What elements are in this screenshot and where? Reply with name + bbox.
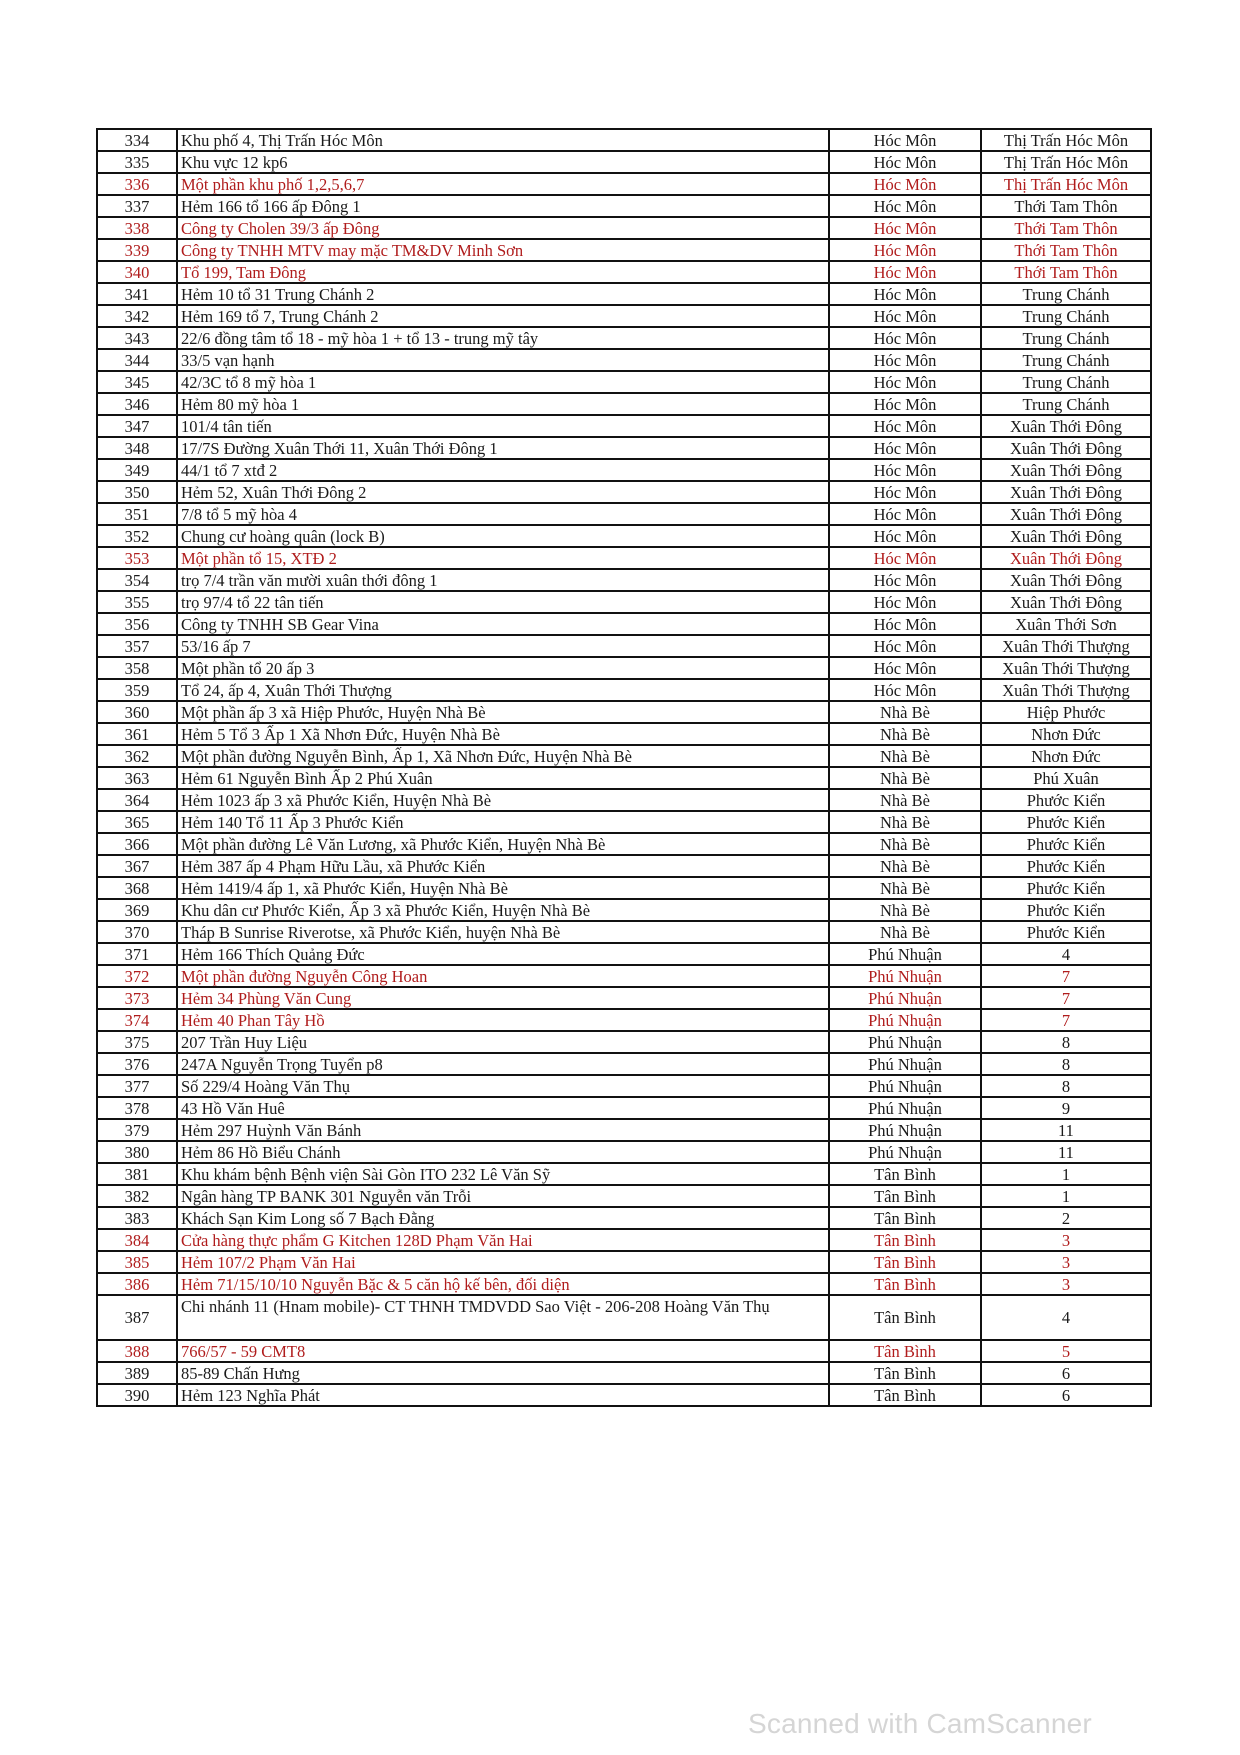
ward-cell: Xuân Thới Đông bbox=[981, 437, 1151, 459]
ward-cell: Xuân Thới Đông bbox=[981, 481, 1151, 503]
address-cell: Hẻm 166 Thích Quảng Đức bbox=[177, 943, 829, 965]
district-cell: Hóc Môn bbox=[829, 151, 981, 173]
ward-cell: 3 bbox=[981, 1251, 1151, 1273]
address-cell: Hẻm 40 Phan Tây Hồ bbox=[177, 1009, 829, 1031]
district-cell: Nhà Bè bbox=[829, 833, 981, 855]
row-number: 369 bbox=[97, 899, 177, 921]
row-number: 372 bbox=[97, 965, 177, 987]
district-cell: Nhà Bè bbox=[829, 855, 981, 877]
address-cell: Chung cư hoàng quân (lock B) bbox=[177, 525, 829, 547]
district-cell: Phú Nhuận bbox=[829, 1097, 981, 1119]
table-row bbox=[97, 217, 1151, 239]
address-cell: Hẻm 61 Nguyễn Bình Ấp 2 Phú Xuân bbox=[177, 767, 829, 789]
row-number: 376 bbox=[97, 1053, 177, 1075]
ward-cell: 1 bbox=[981, 1185, 1151, 1207]
table-row bbox=[97, 701, 1151, 723]
ward-cell: Xuân Thới Đông bbox=[981, 569, 1151, 591]
table-row bbox=[97, 569, 1151, 591]
ward-cell: 6 bbox=[981, 1362, 1151, 1384]
table-row bbox=[97, 987, 1151, 1009]
address-cell: Một phần khu phố 1,2,5,6,7 bbox=[177, 173, 829, 195]
address-cell: 17/7S Đường Xuân Thới 11, Xuân Thới Đông 1 bbox=[177, 437, 829, 459]
row-number: 375 bbox=[97, 1031, 177, 1053]
row-number: 387 bbox=[97, 1295, 177, 1340]
address-cell: trọ 7/4 trần văn mười xuân thới đông 1 bbox=[177, 569, 829, 591]
address-cell: 766/57 - 59 CMT8 bbox=[177, 1340, 829, 1362]
ward-cell: 8 bbox=[981, 1053, 1151, 1075]
address-cell: Một phần đường Nguyễn Công Hoan bbox=[177, 965, 829, 987]
table-row bbox=[97, 1141, 1151, 1163]
row-number: 348 bbox=[97, 437, 177, 459]
address-cell: 42/3C tổ 8 mỹ hòa 1 bbox=[177, 371, 829, 393]
district-cell: Hóc Môn bbox=[829, 459, 981, 481]
district-cell: Hóc Môn bbox=[829, 327, 981, 349]
ward-cell: 2 bbox=[981, 1207, 1151, 1229]
district-cell: Phú Nhuận bbox=[829, 1141, 981, 1163]
district-cell: Nhà Bè bbox=[829, 767, 981, 789]
table-row bbox=[97, 1295, 1151, 1340]
row-number: 337 bbox=[97, 195, 177, 217]
ward-cell: Xuân Thới Thượng bbox=[981, 657, 1151, 679]
ward-cell: Trung Chánh bbox=[981, 305, 1151, 327]
district-cell: Nhà Bè bbox=[829, 877, 981, 899]
row-number: 359 bbox=[97, 679, 177, 701]
address-cell: 101/4 tân tiến bbox=[177, 415, 829, 437]
table-row bbox=[97, 635, 1151, 657]
ward-cell: Thị Trấn Hóc Môn bbox=[981, 151, 1151, 173]
row-number: 355 bbox=[97, 591, 177, 613]
row-number: 371 bbox=[97, 943, 177, 965]
address-cell: Hẻm 80 mỹ hòa 1 bbox=[177, 393, 829, 415]
address-cell: Hẻm 123 Nghĩa Phát bbox=[177, 1384, 829, 1406]
table-row bbox=[97, 547, 1151, 569]
district-cell: Phú Nhuận bbox=[829, 1119, 981, 1141]
table-row bbox=[97, 503, 1151, 525]
ward-cell: Thị Trấn Hóc Môn bbox=[981, 173, 1151, 195]
row-number: 382 bbox=[97, 1185, 177, 1207]
table-row bbox=[97, 811, 1151, 833]
table-row bbox=[97, 327, 1151, 349]
address-cell: 43 Hồ Văn Huê bbox=[177, 1097, 829, 1119]
row-number: 342 bbox=[97, 305, 177, 327]
table-row bbox=[97, 173, 1151, 195]
district-cell: Hóc Môn bbox=[829, 371, 981, 393]
address-cell: Tổ 24, ấp 4, Xuân Thới Thượng bbox=[177, 679, 829, 701]
ward-cell: 8 bbox=[981, 1075, 1151, 1097]
district-cell: Hóc Môn bbox=[829, 173, 981, 195]
row-number: 346 bbox=[97, 393, 177, 415]
row-number: 353 bbox=[97, 547, 177, 569]
address-cell: Hẻm 169 tổ 7, Trung Chánh 2 bbox=[177, 305, 829, 327]
table-row bbox=[97, 591, 1151, 613]
address-cell: Khách Sạn Kim Long số 7 Bạch Đằng bbox=[177, 1207, 829, 1229]
table-row bbox=[97, 1251, 1151, 1273]
table-row bbox=[97, 1075, 1151, 1097]
ward-cell: Xuân Thới Thượng bbox=[981, 679, 1151, 701]
ward-cell: Thới Tam Thôn bbox=[981, 261, 1151, 283]
address-cell: trọ 97/4 tổ 22 tân tiến bbox=[177, 591, 829, 613]
district-cell: Nhà Bè bbox=[829, 701, 981, 723]
address-cell: Chi nhánh 11 (Hnam mobile)- CT THNH TMDVDD Sao Việt - 206-208 Hoàng Văn Thụ bbox=[177, 1295, 829, 1340]
table-row bbox=[97, 151, 1151, 173]
row-number: 360 bbox=[97, 701, 177, 723]
row-number: 334 bbox=[97, 129, 177, 151]
table-row bbox=[97, 415, 1151, 437]
row-number: 361 bbox=[97, 723, 177, 745]
row-number: 389 bbox=[97, 1362, 177, 1384]
district-cell: Tân Bình bbox=[829, 1229, 981, 1251]
row-number: 379 bbox=[97, 1119, 177, 1141]
row-number: 381 bbox=[97, 1163, 177, 1185]
ward-cell: Xuân Thới Đông bbox=[981, 547, 1151, 569]
ward-cell: Nhơn Đức bbox=[981, 745, 1151, 767]
table-row bbox=[97, 1119, 1151, 1141]
row-number: 364 bbox=[97, 789, 177, 811]
district-cell: Hóc Môn bbox=[829, 591, 981, 613]
table-row bbox=[97, 1273, 1151, 1295]
row-number: 335 bbox=[97, 151, 177, 173]
address-cell: Công ty TNHH MTV may mặc TM&DV Minh Sơn bbox=[177, 239, 829, 261]
address-cell: 7/8 tổ 5 mỹ hòa 4 bbox=[177, 503, 829, 525]
watermark: Scanned with CamScanner bbox=[748, 1708, 1092, 1739]
table-row bbox=[97, 767, 1151, 789]
table-row bbox=[97, 305, 1151, 327]
address-cell: Hẻm 10 tổ 31 Trung Chánh 2 bbox=[177, 283, 829, 305]
address-cell: Công ty Cholen 39/3 ấp Đông bbox=[177, 217, 829, 239]
ward-cell: 9 bbox=[981, 1097, 1151, 1119]
row-number: 374 bbox=[97, 1009, 177, 1031]
ward-cell: Hiệp Phước bbox=[981, 701, 1151, 723]
district-cell: Tân Bình bbox=[829, 1163, 981, 1185]
table-row bbox=[97, 723, 1151, 745]
district-cell: Hóc Môn bbox=[829, 613, 981, 635]
ward-cell: Thới Tam Thôn bbox=[981, 239, 1151, 261]
district-cell: Hóc Môn bbox=[829, 393, 981, 415]
address-cell: Một phần ấp 3 xã Hiệp Phước, Huyện Nhà Bè bbox=[177, 701, 829, 723]
table-row bbox=[97, 657, 1151, 679]
table-row bbox=[97, 1384, 1151, 1406]
ward-cell: 7 bbox=[981, 965, 1151, 987]
ward-cell: Trung Chánh bbox=[981, 371, 1151, 393]
table-row bbox=[97, 481, 1151, 503]
row-number: 338 bbox=[97, 217, 177, 239]
row-number: 367 bbox=[97, 855, 177, 877]
row-number: 390 bbox=[97, 1384, 177, 1406]
district-cell: Hóc Môn bbox=[829, 305, 981, 327]
district-cell: Hóc Môn bbox=[829, 503, 981, 525]
row-number: 350 bbox=[97, 481, 177, 503]
ward-cell: Phước Kiển bbox=[981, 877, 1151, 899]
address-cell: Khu phố 4, Thị Trấn Hóc Môn bbox=[177, 129, 829, 151]
ward-cell: Thới Tam Thôn bbox=[981, 195, 1151, 217]
row-number: 357 bbox=[97, 635, 177, 657]
row-number: 370 bbox=[97, 921, 177, 943]
row-number: 377 bbox=[97, 1075, 177, 1097]
ward-cell: Trung Chánh bbox=[981, 393, 1151, 415]
table-row bbox=[97, 943, 1151, 965]
row-number: 354 bbox=[97, 569, 177, 591]
address-cell: Số 229/4 Hoàng Văn Thụ bbox=[177, 1075, 829, 1097]
ward-cell: Xuân Thới Đông bbox=[981, 415, 1151, 437]
district-cell: Tân Bình bbox=[829, 1251, 981, 1273]
table-row bbox=[97, 195, 1151, 217]
district-cell: Tân Bình bbox=[829, 1362, 981, 1384]
ward-cell: Xuân Thới Đông bbox=[981, 503, 1151, 525]
row-number: 383 bbox=[97, 1207, 177, 1229]
address-cell: Hẻm 387 ấp 4 Phạm Hữu Lầu, xã Phước Kiển bbox=[177, 855, 829, 877]
address-cell: Hẻm 297 Huỳnh Văn Bánh bbox=[177, 1119, 829, 1141]
table-row bbox=[97, 1053, 1151, 1075]
row-number: 388 bbox=[97, 1340, 177, 1362]
district-cell: Tân Bình bbox=[829, 1295, 981, 1340]
ward-cell: 5 bbox=[981, 1340, 1151, 1362]
address-cell: Một phần đường Nguyễn Bình, Ấp 1, Xã Nhơn Đức, Huyện Nhà Bè bbox=[177, 745, 829, 767]
row-number: 339 bbox=[97, 239, 177, 261]
district-cell: Nhà Bè bbox=[829, 723, 981, 745]
table-row bbox=[97, 283, 1151, 305]
ward-cell: 11 bbox=[981, 1141, 1151, 1163]
ward-cell: Phước Kiển bbox=[981, 899, 1151, 921]
ward-cell: 4 bbox=[981, 943, 1151, 965]
row-number: 345 bbox=[97, 371, 177, 393]
district-cell: Tân Bình bbox=[829, 1185, 981, 1207]
address-cell: Tổ 199, Tam Đông bbox=[177, 261, 829, 283]
table-row bbox=[97, 393, 1151, 415]
address-cell: 53/16 ấp 7 bbox=[177, 635, 829, 657]
district-cell: Phú Nhuận bbox=[829, 987, 981, 1009]
address-cell: Hẻm 1419/4 ấp 1, xã Phước Kiển, Huyện Nhà Bè bbox=[177, 877, 829, 899]
table-row bbox=[97, 1009, 1151, 1031]
address-cell: Cửa hàng thực phẩm G Kitchen 128D Phạm Văn Hai bbox=[177, 1229, 829, 1251]
district-cell: Nhà Bè bbox=[829, 811, 981, 833]
table-row bbox=[97, 613, 1151, 635]
ward-cell: Phú Xuân bbox=[981, 767, 1151, 789]
address-cell: Một phần đường Lê Văn Lương, xã Phước Kiển, Huyện Nhà Bè bbox=[177, 833, 829, 855]
address-cell: Hẻm 140 Tổ 11 Ấp 3 Phước Kiển bbox=[177, 811, 829, 833]
table-row bbox=[97, 129, 1151, 151]
district-cell: Hóc Môn bbox=[829, 635, 981, 657]
ward-cell: Phước Kiển bbox=[981, 921, 1151, 943]
district-cell: Hóc Môn bbox=[829, 283, 981, 305]
district-cell: Hóc Môn bbox=[829, 657, 981, 679]
row-number: 378 bbox=[97, 1097, 177, 1119]
address-cell: Ngân hàng TP BANK 301 Nguyễn văn Trỗi bbox=[177, 1185, 829, 1207]
row-number: 349 bbox=[97, 459, 177, 481]
ward-cell: 1 bbox=[981, 1163, 1151, 1185]
district-cell: Hóc Môn bbox=[829, 525, 981, 547]
ward-cell: 3 bbox=[981, 1273, 1151, 1295]
district-cell: Hóc Môn bbox=[829, 547, 981, 569]
address-cell: Hẻm 1023 ấp 3 xã Phước Kiển, Huyện Nhà Bè bbox=[177, 789, 829, 811]
ward-cell: Thị Trấn Hóc Môn bbox=[981, 129, 1151, 151]
district-cell: Hóc Môn bbox=[829, 437, 981, 459]
table-row bbox=[97, 1031, 1151, 1053]
table-row bbox=[97, 1097, 1151, 1119]
ward-cell: Phước Kiển bbox=[981, 811, 1151, 833]
address-cell: 207 Trần Huy Liệu bbox=[177, 1031, 829, 1053]
district-cell: Phú Nhuận bbox=[829, 1031, 981, 1053]
district-cell: Hóc Môn bbox=[829, 239, 981, 261]
ward-cell: Trung Chánh bbox=[981, 327, 1151, 349]
district-cell: Tân Bình bbox=[829, 1207, 981, 1229]
district-cell: Hóc Môn bbox=[829, 217, 981, 239]
address-cell: 247A Nguyễn Trọng Tuyển p8 bbox=[177, 1053, 829, 1075]
row-number: 380 bbox=[97, 1141, 177, 1163]
ward-cell: Phước Kiển bbox=[981, 789, 1151, 811]
address-cell: 44/1 tổ 7 xtđ 2 bbox=[177, 459, 829, 481]
row-number: 358 bbox=[97, 657, 177, 679]
table-row bbox=[97, 525, 1151, 547]
district-cell: Hóc Môn bbox=[829, 261, 981, 283]
district-cell: Tân Bình bbox=[829, 1273, 981, 1295]
ward-cell: 4 bbox=[981, 1295, 1151, 1340]
row-number: 366 bbox=[97, 833, 177, 855]
district-cell: Nhà Bè bbox=[829, 789, 981, 811]
row-number: 365 bbox=[97, 811, 177, 833]
table-row bbox=[97, 877, 1151, 899]
address-cell: Hẻm 34 Phùng Văn Cung bbox=[177, 987, 829, 1009]
district-cell: Nhà Bè bbox=[829, 899, 981, 921]
ward-cell: 7 bbox=[981, 987, 1151, 1009]
address-cell: Công ty TNHH SB Gear Vina bbox=[177, 613, 829, 635]
table-row bbox=[97, 239, 1151, 261]
table-row bbox=[97, 789, 1151, 811]
ward-cell: Nhơn Đức bbox=[981, 723, 1151, 745]
row-number: 386 bbox=[97, 1273, 177, 1295]
district-cell: Nhà Bè bbox=[829, 921, 981, 943]
row-number: 352 bbox=[97, 525, 177, 547]
ward-cell: 7 bbox=[981, 1009, 1151, 1031]
table-row bbox=[97, 459, 1151, 481]
table-row bbox=[97, 1185, 1151, 1207]
table-row bbox=[97, 899, 1151, 921]
table-row bbox=[97, 833, 1151, 855]
district-cell: Hóc Môn bbox=[829, 569, 981, 591]
table-row bbox=[97, 1207, 1151, 1229]
district-cell: Hóc Môn bbox=[829, 195, 981, 217]
ward-cell: Xuân Thới Sơn bbox=[981, 613, 1151, 635]
address-cell: Hẻm 166 tổ 166 ấp Đông 1 bbox=[177, 195, 829, 217]
table-row bbox=[97, 371, 1151, 393]
table-row bbox=[97, 1229, 1151, 1251]
address-cell: Hẻm 71/15/10/10 Nguyễn Bặc & 5 căn hộ kế bên, đối diện bbox=[177, 1273, 829, 1295]
row-number: 344 bbox=[97, 349, 177, 371]
table-row bbox=[97, 855, 1151, 877]
table-row bbox=[97, 1340, 1151, 1362]
table-row bbox=[97, 437, 1151, 459]
address-cell: Một phần tổ 20 ấp 3 bbox=[177, 657, 829, 679]
row-number: 384 bbox=[97, 1229, 177, 1251]
row-number: 385 bbox=[97, 1251, 177, 1273]
row-number: 341 bbox=[97, 283, 177, 305]
ward-cell: Phước Kiển bbox=[981, 855, 1151, 877]
district-cell: Tân Bình bbox=[829, 1384, 981, 1406]
address-cell: Hẻm 5 Tổ 3 Ấp 1 Xã Nhơn Đức, Huyện Nhà Bè bbox=[177, 723, 829, 745]
district-cell: Phú Nhuận bbox=[829, 965, 981, 987]
ward-cell: 11 bbox=[981, 1119, 1151, 1141]
table-row bbox=[97, 349, 1151, 371]
ward-cell: Trung Chánh bbox=[981, 283, 1151, 305]
ward-cell: 3 bbox=[981, 1229, 1151, 1251]
address-cell: Hẻm 107/2 Phạm Văn Hai bbox=[177, 1251, 829, 1273]
row-number: 347 bbox=[97, 415, 177, 437]
row-number: 363 bbox=[97, 767, 177, 789]
row-number: 362 bbox=[97, 745, 177, 767]
address-table bbox=[96, 128, 1152, 1407]
address-cell: Khu vực 12 kp6 bbox=[177, 151, 829, 173]
ward-cell: Phước Kiển bbox=[981, 833, 1151, 855]
address-cell: Một phần tổ 15, XTĐ 2 bbox=[177, 547, 829, 569]
ward-cell: Xuân Thới Đông bbox=[981, 525, 1151, 547]
district-cell: Hóc Môn bbox=[829, 679, 981, 701]
district-cell: Phú Nhuận bbox=[829, 1053, 981, 1075]
district-cell: Phú Nhuận bbox=[829, 1075, 981, 1097]
address-cell: 85-89 Chấn Hưng bbox=[177, 1362, 829, 1384]
address-cell: Hẻm 86 Hồ Biểu Chánh bbox=[177, 1141, 829, 1163]
row-number: 336 bbox=[97, 173, 177, 195]
table-row bbox=[97, 1362, 1151, 1384]
ward-cell: Xuân Thới Đông bbox=[981, 459, 1151, 481]
address-cell: Tháp B Sunrise Riverotse, xã Phước Kiển, huyện Nhà Bè bbox=[177, 921, 829, 943]
address-cell: Khu khám bệnh Bệnh viện Sài Gòn ITO 232 Lê Văn Sỹ bbox=[177, 1163, 829, 1185]
row-number: 340 bbox=[97, 261, 177, 283]
district-cell: Tân Bình bbox=[829, 1340, 981, 1362]
district-cell: Hóc Môn bbox=[829, 349, 981, 371]
address-cell: Hẻm 52, Xuân Thới Đông 2 bbox=[177, 481, 829, 503]
district-cell: Phú Nhuận bbox=[829, 1009, 981, 1031]
table-row bbox=[97, 965, 1151, 987]
address-cell: 33/5 vạn hạnh bbox=[177, 349, 829, 371]
table-row bbox=[97, 921, 1151, 943]
ward-cell: Xuân Thới Đông bbox=[981, 591, 1151, 613]
table-row bbox=[97, 745, 1151, 767]
row-number: 343 bbox=[97, 327, 177, 349]
ward-cell: Thới Tam Thôn bbox=[981, 217, 1151, 239]
district-cell: Phú Nhuận bbox=[829, 943, 981, 965]
ward-cell: Xuân Thới Thượng bbox=[981, 635, 1151, 657]
row-number: 351 bbox=[97, 503, 177, 525]
district-cell: Hóc Môn bbox=[829, 129, 981, 151]
district-cell: Hóc Môn bbox=[829, 415, 981, 437]
address-cell: 22/6 đồng tâm tổ 18 - mỹ hòa 1 + tổ 13 - trung mỹ tây bbox=[177, 327, 829, 349]
table-row bbox=[97, 1163, 1151, 1185]
district-cell: Hóc Môn bbox=[829, 481, 981, 503]
row-number: 373 bbox=[97, 987, 177, 1009]
district-cell: Nhà Bè bbox=[829, 745, 981, 767]
ward-cell: Trung Chánh bbox=[981, 349, 1151, 371]
address-cell: Khu dân cư Phước Kiển, Ấp 3 xã Phước Kiển, Huyện Nhà Bè bbox=[177, 899, 829, 921]
ward-cell: 8 bbox=[981, 1031, 1151, 1053]
table-row bbox=[97, 261, 1151, 283]
ward-cell: 6 bbox=[981, 1384, 1151, 1406]
row-number: 356 bbox=[97, 613, 177, 635]
table-body bbox=[97, 129, 1151, 1406]
row-number: 368 bbox=[97, 877, 177, 899]
table-row bbox=[97, 679, 1151, 701]
